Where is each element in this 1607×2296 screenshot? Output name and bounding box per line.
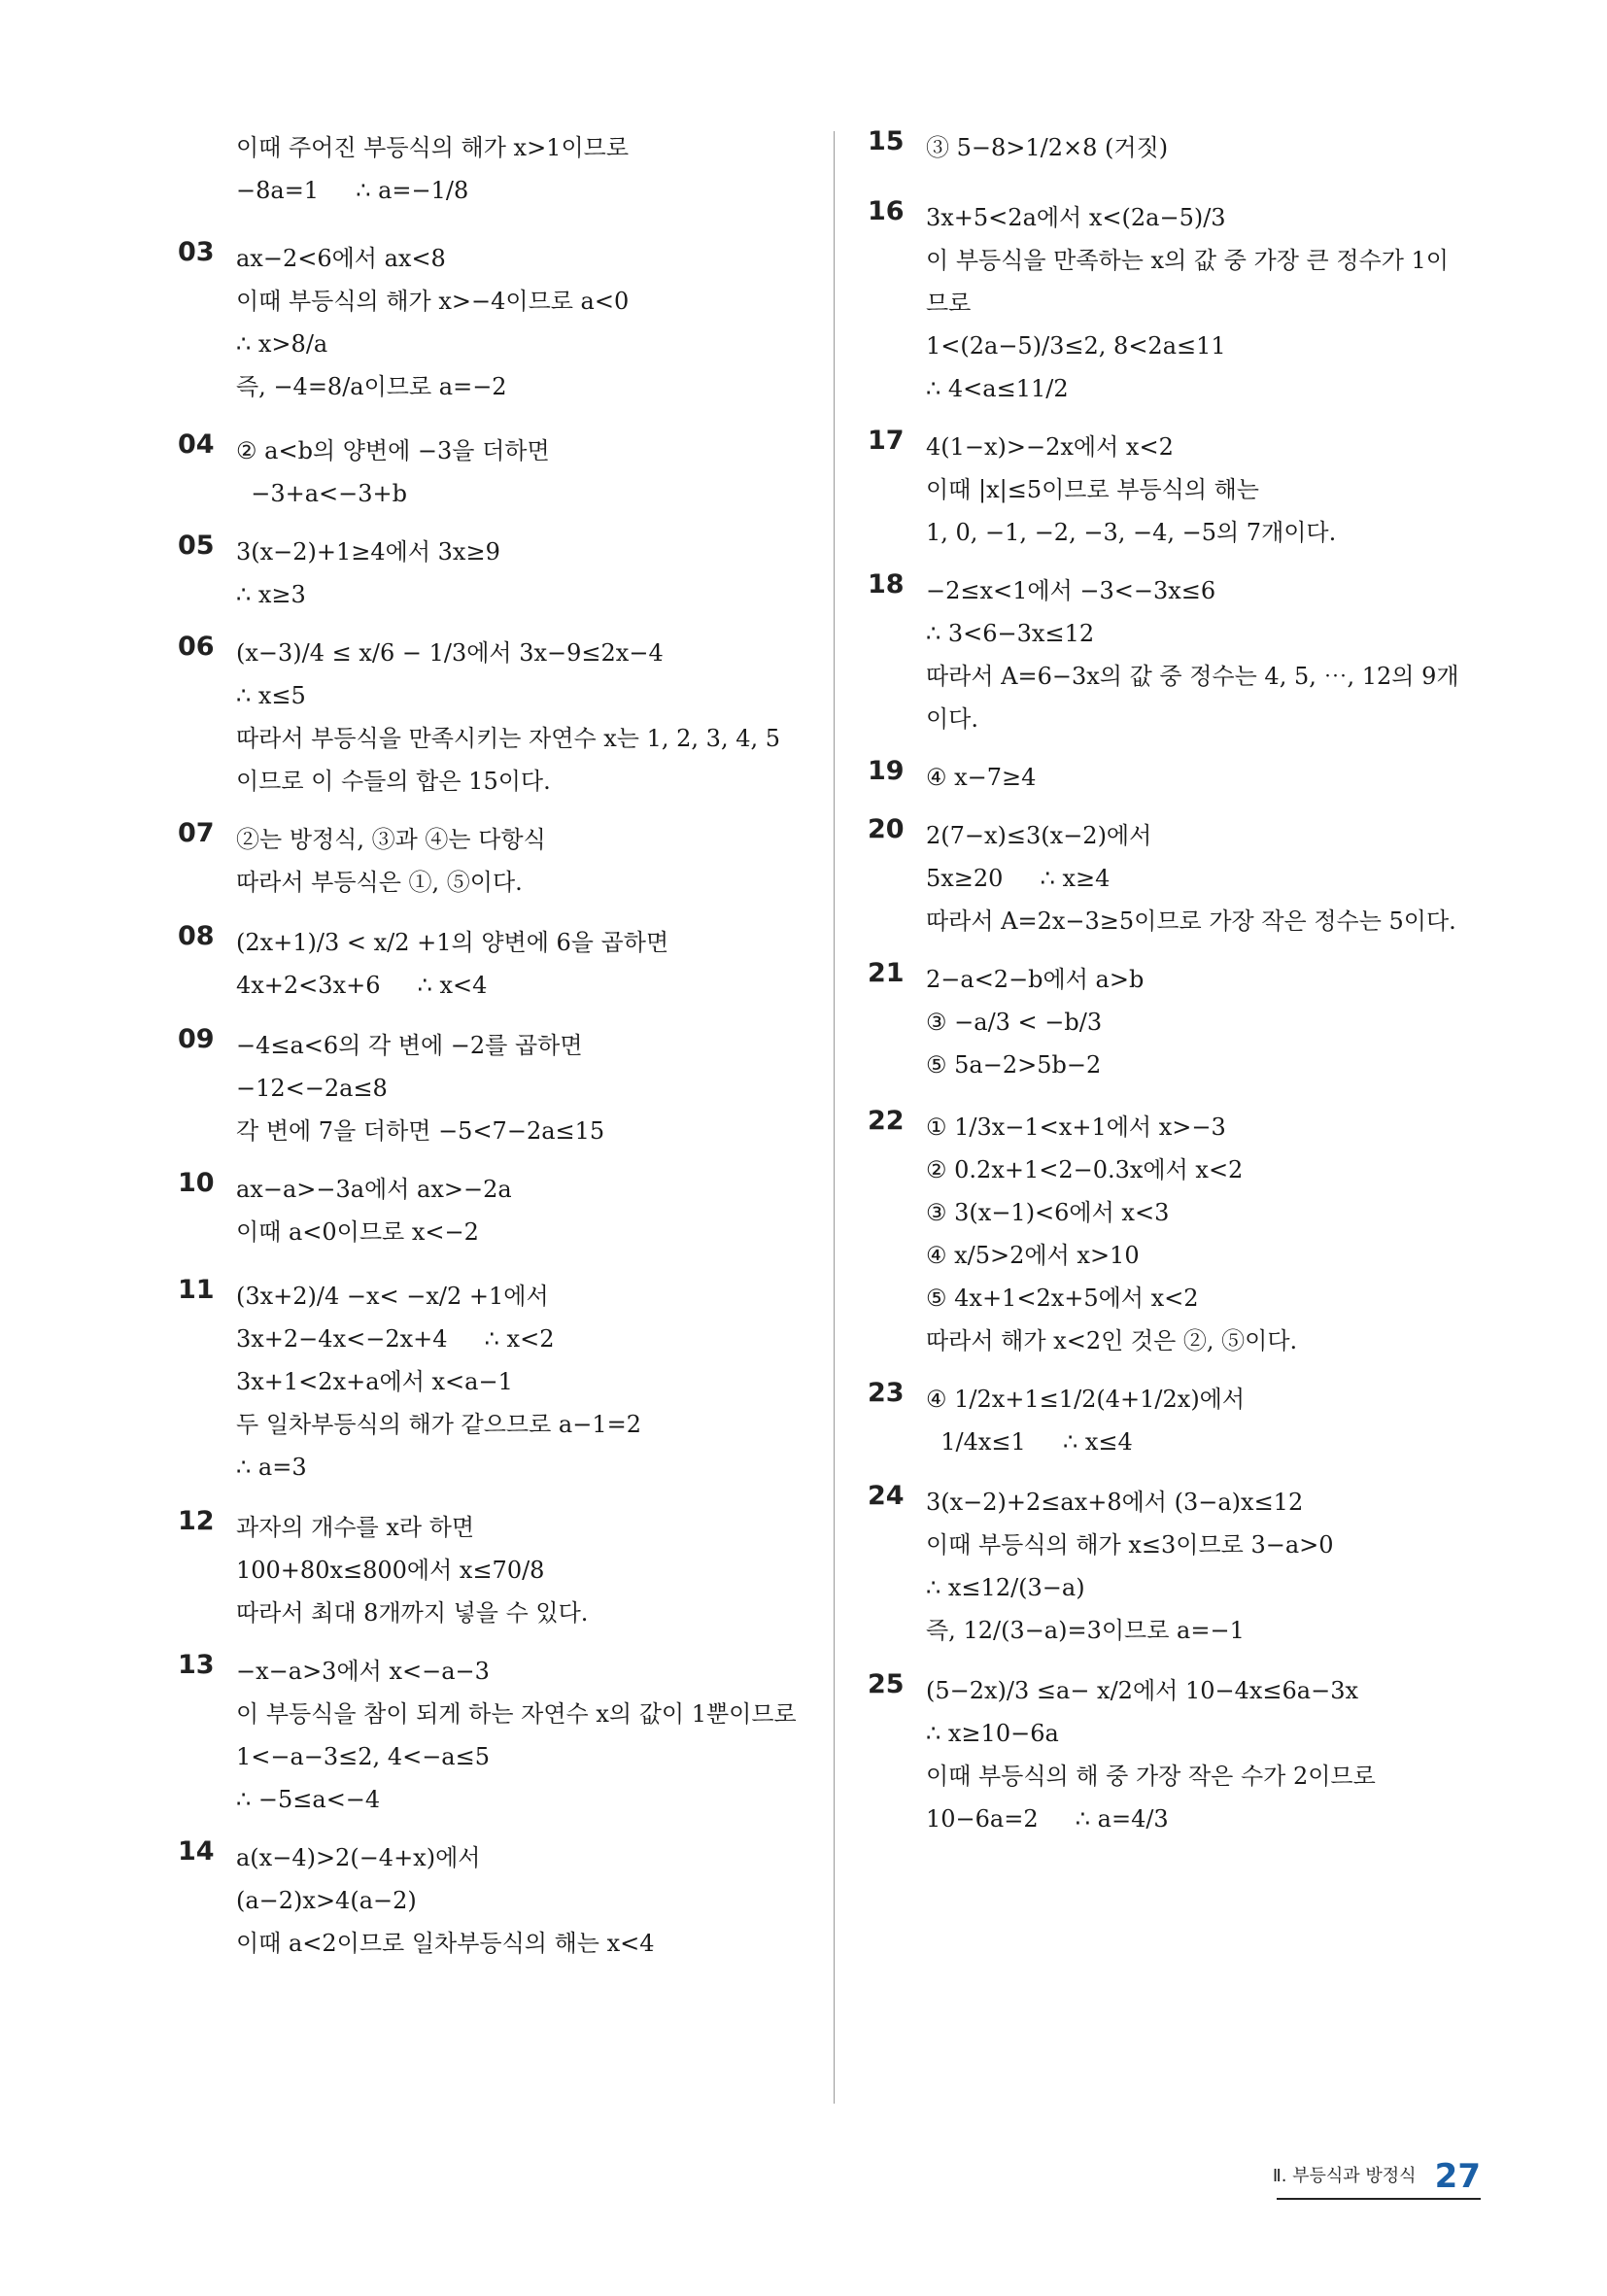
problem-number: 17 — [868, 426, 905, 456]
solution-line: 1, 0, −1, −2, −3, −4, −5의 7개이다. — [926, 519, 1337, 546]
solution-line: 2(7−x)≤3(x−2)에서 — [926, 822, 1152, 849]
solution-line: 3x+5<2a에서 x<(2a−5)/3 — [926, 204, 1226, 231]
solution-line: ④ 1/2x+1≤1/2(4+1/2x)에서 — [926, 1386, 1246, 1413]
problem-number: 04 — [178, 429, 215, 460]
solution-item — [868, 1106, 1509, 1362]
solution-line: ② a<b의 양변에 −3을 더하면 — [236, 437, 550, 464]
solution-line: ax−2<6에서 ax<8 — [236, 245, 446, 272]
solution-line: 1<−a−3≤2, 4<−a≤5 — [236, 1743, 490, 1770]
problem-number: 13 — [178, 1650, 215, 1680]
problem-number: 15 — [868, 126, 905, 156]
solution-line: −12<−2a≤8 — [236, 1075, 388, 1102]
solution-line: ③ 5−8>1/2×8 (거짓) — [926, 134, 1169, 161]
solution-line: 이므로 이 수들의 합은 15이다. — [236, 768, 551, 795]
solution-line: 이때 부등식의 해 중 가장 작은 수가 2이므로 — [926, 1763, 1376, 1790]
solution-line: 이때 부등식의 해가 x≤3이므로 3−a>0 — [926, 1531, 1334, 1559]
solution-item — [178, 1506, 809, 1634]
solution-item — [868, 1669, 1509, 1840]
solution-item — [178, 531, 809, 616]
solution-line: ∴ a=3 — [236, 1454, 307, 1481]
solution-line: ∴ x≤12/(3−a) — [926, 1574, 1085, 1601]
solution-line: ∴ x≤5 — [236, 682, 306, 709]
solution-line: 10−6a=2 ∴ a=4/3 — [926, 1805, 1169, 1833]
solution-line: ⑤ 4x+1<2x+5에서 x<2 — [926, 1285, 1199, 1312]
solution-line: ∴ 3<6−3x≤12 — [926, 620, 1095, 647]
solution-line: 따라서 최대 8개까지 넣을 수 있다. — [236, 1599, 589, 1627]
solution-line: −8a=1 ∴ a=−1/8 — [236, 177, 469, 204]
solution-line: 3(x−2)+1≥4에서 3x≥9 — [236, 538, 500, 565]
solution-item — [868, 1378, 1509, 1463]
solution-line: 따라서 A=2x−3≥5이므로 가장 작은 정수는 5이다. — [926, 908, 1456, 935]
problem-number: 10 — [178, 1168, 215, 1198]
solution-line: 이때 부등식의 해가 x>−4이므로 a<0 — [236, 288, 630, 315]
page-number: 27 — [1434, 2157, 1481, 2196]
solution-item — [178, 1275, 809, 1489]
solution-line: 이다. — [926, 705, 978, 733]
solution-line: (2x+1)/3 < x/2 +1의 양변에 6을 곱하면 — [236, 929, 669, 956]
solution-item — [868, 1481, 1509, 1652]
solution-line: 따라서 해가 x<2인 것은 ②, ⑤이다. — [926, 1327, 1298, 1354]
solution-line: 4(1−x)>−2x에서 x<2 — [926, 433, 1174, 461]
solution-item — [868, 958, 1509, 1086]
solution-line: ax−a>−3a에서 ax>−2a — [236, 1176, 512, 1203]
solution-line: a(x−4)>2(−4+x)에서 — [236, 1844, 481, 1871]
solution-line: ① 1/3x−1<x+1에서 x>−3 — [926, 1114, 1226, 1141]
solution-line: ③ 3(x−1)<6에서 x<3 — [926, 1199, 1170, 1226]
problem-number: 18 — [868, 569, 905, 600]
problem-number: 16 — [868, 196, 905, 226]
problem-number: 24 — [868, 1481, 905, 1511]
solution-line: 3x+2−4x<−2x+4 ∴ x<2 — [236, 1325, 555, 1353]
solution-line: 5x≥20 ∴ x≥4 — [926, 865, 1111, 892]
solution-line: 즉, −4=8/a이므로 a=−2 — [236, 373, 507, 400]
solution-line: 므로 — [926, 290, 972, 317]
solution-item — [868, 196, 1509, 410]
solution-line: 따라서 A=6−3x의 값 중 정수는 4, 5, ⋯, 12의 9개 — [926, 663, 1459, 690]
solution-line: 1/4x≤1 ∴ x≤4 — [926, 1428, 1133, 1456]
solution-line: ③ −a/3 < −b/3 — [926, 1009, 1103, 1036]
solution-line: 이때 |x|≤5이므로 부등식의 해는 — [926, 476, 1259, 503]
solution-line: 이 부등식을 만족하는 x의 값 중 가장 큰 정수가 1이 — [926, 247, 1449, 274]
solution-line: ∴ x≥3 — [236, 581, 306, 608]
solution-line: ②는 방정식, ③과 ④는 다항식 — [236, 826, 546, 853]
solution-line: 3(x−2)+2≤ax+8에서 (3−a)x≤12 — [926, 1489, 1304, 1516]
problem-number: 22 — [868, 1106, 905, 1136]
problem-number: 05 — [178, 531, 215, 561]
solution-line: (3x+2)/4 −x< −x/2 +1에서 — [236, 1283, 549, 1310]
solution-line: 100+80x≤800에서 x≤70/8 — [236, 1557, 545, 1584]
problem-number: 25 — [868, 1669, 905, 1699]
solution-item — [868, 756, 1509, 799]
solution-item — [868, 569, 1509, 740]
solution-line: 4x+2<3x+6 ∴ x<4 — [236, 972, 488, 999]
chapter-title: Ⅱ. 부등식과 방정식 — [1272, 2166, 1417, 2186]
right-column — [868, 126, 1509, 1840]
solution-item — [178, 429, 809, 515]
solution-line: 과자의 개수를 x라 하면 — [236, 1514, 475, 1541]
solution-item — [178, 1168, 809, 1253]
solution-line: ⑤ 5a−2>5b−2 — [926, 1051, 1102, 1079]
solution-line: ∴ −5≤a<−4 — [236, 1786, 381, 1813]
solution-line: (a−2)x>4(a−2) — [236, 1887, 417, 1914]
solution-item — [178, 1024, 809, 1152]
solution-item — [868, 126, 1509, 169]
solution-line: ④ x/5>2에서 x>10 — [926, 1242, 1140, 1269]
solution-item — [178, 237, 809, 408]
problem-number: 21 — [868, 958, 905, 988]
solution-item — [178, 1836, 809, 1965]
problem-number: 20 — [868, 814, 905, 844]
problem-number: 23 — [868, 1378, 905, 1408]
solution-line: 두 일차부등식의 해가 같으므로 a−1=2 — [236, 1411, 641, 1438]
left-column — [178, 126, 809, 1965]
solution-line: ∴ x>8/a — [236, 330, 328, 358]
solution-line: 2−a<2−b에서 a>b — [926, 966, 1145, 993]
problem-number: 08 — [178, 921, 215, 951]
solution-item — [178, 818, 809, 904]
solution-line: −3+a<−3+b — [236, 480, 408, 507]
problem-number: 19 — [868, 756, 905, 786]
problem-number: 09 — [178, 1024, 215, 1054]
solution-line: 이 부등식을 참이 되게 하는 자연수 x의 값이 1뿐이므로 — [236, 1700, 797, 1728]
problem-number: 12 — [178, 1506, 215, 1536]
solution-line: 3x+1<2x+a에서 x<a−1 — [236, 1368, 513, 1395]
column-divider — [834, 131, 835, 2104]
solution-line: ∴ 4<a≤11/2 — [926, 375, 1069, 402]
solution-line: −x−a>3에서 x<−a−3 — [236, 1658, 490, 1685]
page-footer — [1273, 2157, 1481, 2196]
solution-item — [178, 921, 809, 1007]
solution-line: ∴ x≥10−6a — [926, 1720, 1059, 1747]
solution-line: ④ x−7≥4 — [926, 764, 1037, 791]
solution-line: (x−3)/4 ≤ x/6 − 1/3에서 3x−9≤2x−4 — [236, 639, 664, 667]
solution-line: 1<(2a−5)/3≤2, 8<2a≤11 — [926, 332, 1226, 360]
solution-line: ② 0.2x+1<2−0.3x에서 x<2 — [926, 1156, 1244, 1183]
problem-number: 03 — [178, 237, 215, 267]
solution-line: 따라서 부등식을 만족시키는 자연수 x는 1, 2, 3, 4, 5 — [236, 725, 781, 752]
solution-line: 따라서 부등식은 ①, ⑤이다. — [236, 869, 523, 896]
solution-line: −4≤a<6의 각 변에 −2를 곱하면 — [236, 1032, 583, 1059]
problem-number: 07 — [178, 818, 215, 848]
solution-item — [178, 126, 809, 212]
solution-line: (5−2x)/3 ≤a− x/2에서 10−4x≤6a−3x — [926, 1677, 1358, 1704]
solution-line: 각 변에 7을 더하면 −5<7−2a≤15 — [236, 1117, 605, 1145]
solution-line: −2≤x<1에서 −3<−3x≤6 — [926, 577, 1216, 604]
solution-item — [868, 814, 1509, 942]
problem-number: 11 — [178, 1275, 215, 1305]
problem-number: 06 — [178, 632, 215, 662]
solution-line: 이때 a<0이므로 x<−2 — [236, 1218, 479, 1246]
solution-item — [868, 426, 1509, 554]
solution-item — [178, 1650, 809, 1821]
footer-rule — [1277, 2198, 1481, 2200]
solution-item — [178, 632, 809, 803]
solution-line: 즉, 12/(3−a)=3이므로 a=−1 — [926, 1617, 1245, 1644]
problem-number: 14 — [178, 1836, 215, 1867]
solution-line: 이때 a<2이므로 일차부등식의 해는 x<4 — [236, 1930, 655, 1957]
solution-line: 이때 주어진 부등식의 해가 x>1이므로 — [236, 134, 630, 161]
